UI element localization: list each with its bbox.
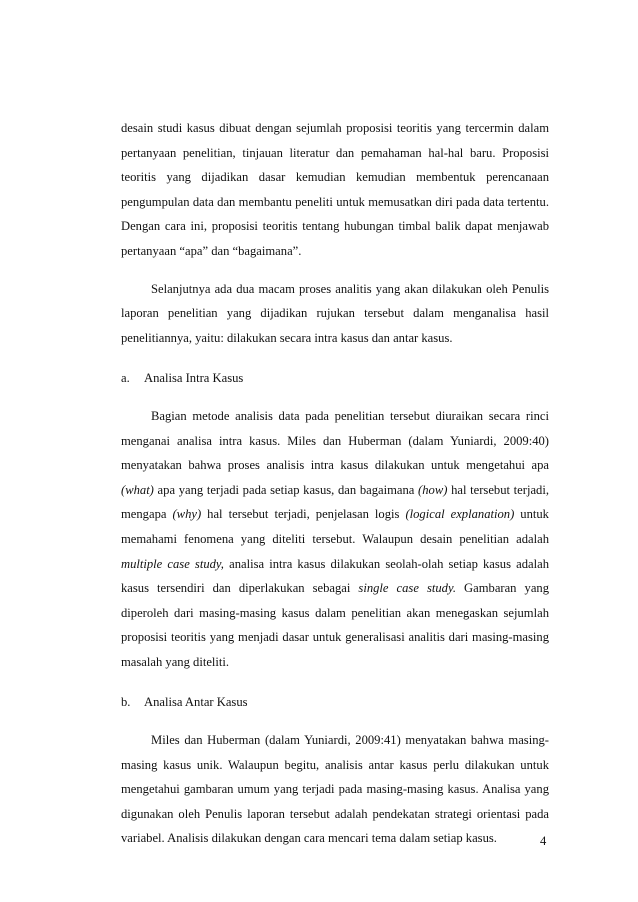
italic-term-logical-explanation: (logical explanation) [405, 507, 515, 522]
text-run: analisa intra kasus dilakukan seolah-olah setiap kasus adalah kasus tersendiri dan diperlakukan sebagai [121, 556, 549, 596]
text-run: hal tersebut terjadi, penjelasan logis [201, 507, 406, 522]
italic-term-multiple-case-study: multiple case study, [121, 556, 224, 571]
italic-term-what: (what) [121, 482, 154, 497]
text-run: hal tersebut terjadi, mengapa [121, 482, 549, 522]
page-number: 4 [540, 834, 547, 848]
italic-term-why: (why) [172, 507, 202, 522]
paragraph-intra-case [121, 404, 549, 675]
text-run: untuk memahami fenomena yang diteliti tersebut. Walaupun desain penelitian adalah [121, 507, 549, 546]
section-title-a: Analisa Intra Kasus [144, 371, 244, 386]
section-heading-b [121, 690, 549, 715]
paragraph-continued: desain studi kasus dibuat dengan sejumlah proposisi teoritis yang tercermin dalam pertanyaan penelitian, tinjauan literatur dan pemahaman hal-hal baru. Proposisi teoritis yang dijadikan dasar kemudian kemudian membentuk perencanaan pengumpulan data dan membantu peneliti untuk memusatkan diri pada data tertentu. Dengan cara ini, proposisi teoritis tentang hubungan timbal balik dapat menjawab pertanyaan “apa” dan “bagaimana”. [121, 121, 549, 258]
paragraph-analysis-types: Selanjutnya ada dua macam proses analitis yang akan dilakukan oleh Penulis laporan penelitian yang dijadikan rujukan tersebut dalam menganalisa hasil penelitiannya, yaitu: dilakukan secara intra kasus dan antar kasus. [121, 281, 549, 345]
section-letter-a: a. [121, 371, 130, 386]
paragraph-cross-case: Miles dan Huberman (dalam Yuniardi, 2009:41) menyatakan bahwa masing-masing kasus unik. Walaupun begitu, analisis antar kasus perlu dilakukan untuk mengetahui gambaran umum yang terjadi pada masing-masing kasus. Analisa yang digunakan oleh Penulis laporan tersebut adalah pendekatan strategi orientasi pada variabel. Analisis dilakukan dengan cara mencari tema dalam setiap kasus. [121, 733, 549, 846]
italic-term-how: (how) [418, 482, 448, 497]
text-run: Bagian metode analisis data pada penelitian tersebut diuraikan secara rinci menganai analisa intra kasus. Miles dan Huberman (dalam Yuniardi, 2009:40) menyatakan bahwa proses analisis intra kasus dilakukan untuk mengetahui apa [121, 408, 549, 473]
section-letter-b: b. [121, 695, 131, 710]
text-run: apa yang terjadi pada setiap kasus, dan bagaimana [153, 482, 419, 497]
text-run: Gambaran yang diperoleh dari masing-masing kasus dalam penelitian akan menegaskan sejumlah proposisi teoritis yang menjadi dasar untuk generalisasi analitis dari masing-masing masalah yang diteliti. [121, 581, 549, 669]
italic-term-single-case-study: single case study. [358, 581, 456, 596]
section-heading-a [121, 366, 549, 391]
section-title-b: Analisa Antar Kasus [144, 695, 248, 710]
